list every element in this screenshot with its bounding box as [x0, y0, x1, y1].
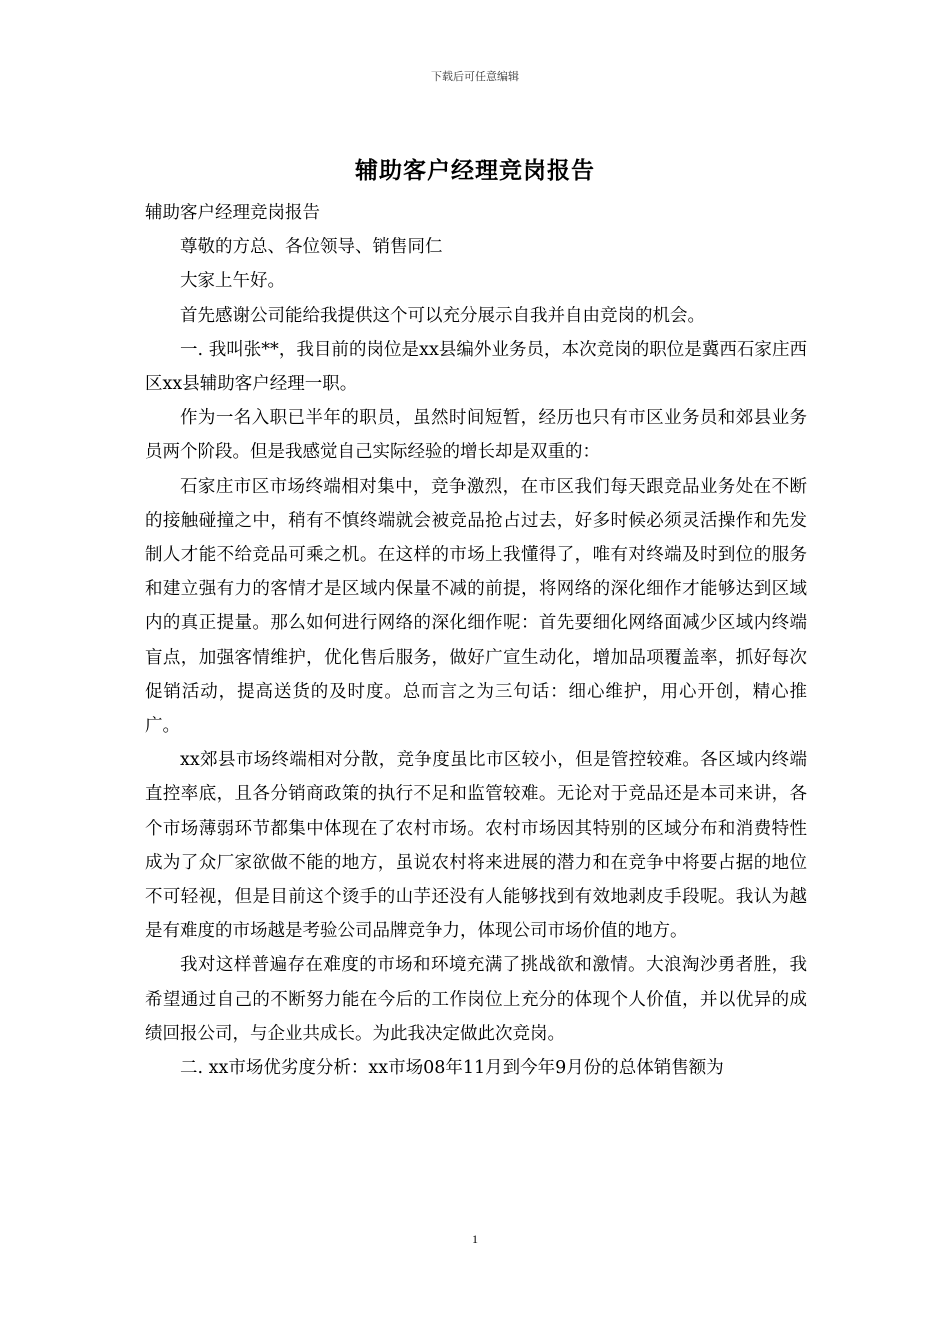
paragraph-salutation: 尊敬的方总、各位领导、销售同仁: [180, 237, 443, 258]
paragraph-experience: 作为一名入职已半年的职员，虽然时间短暂，经历也只有市区业务员和郊县业务员两个阶段。但是我感觉自己实际经验的增长却是双重的：: [145, 408, 807, 463]
document-body: [145, 196, 807, 1085]
paragraph-subtitle: 辅助客户经理竞岗报告: [145, 203, 320, 223]
page-number: 1: [472, 1232, 478, 1246]
paragraph-suburban-market: xx郊县市场终端相对分散，竞争度虽比市区较小，但是管控较难。各区域内终端直控率底，且各分销商政策的执行不足和监管较难。无论对于竞品还是本司来讲，各个市场薄弱环节都集中体现在了农村市场。农村市场因其特别的区域分布和消费特性成为了众厂家欲做不能的地方，虽说农村将来进展的潜力和在竞争中将要占据的地位不可轻视，但是目前这个烫手的山芋还没有人能够找到有效地剥皮手段呢。我认为越是有难度的市场越是考验公司品牌竞争力，体现公司市场价值的地方。: [145, 750, 807, 942]
paragraph-greeting: 大家上午好。: [180, 271, 285, 292]
paragraph-introduction: 一. 我叫张**，我目前的岗位是xx县编外业务员，本次竞岗的职位是冀西石家庄西区xx县辅助客户经理一职。: [145, 339, 807, 395]
document-title: 辅助客户经理竞岗报告: [355, 158, 595, 184]
paragraph-motivation: 我对这样普遍存在难度的市场和环境充满了挑战欲和激情。大浪淘沙勇者胜，我希望通过自己的不断努力能在今后的工作岗位上充分的体现个人价值，并以优异的成绩回报公司，与企业共成长。为此我决定做此次竞岗。: [145, 955, 807, 1044]
download-note: 下载后可任意编辑: [431, 70, 519, 83]
paragraph-market-analysis: 二. xx市场优劣度分析：xx市场08年11月到今年9月份的总体销售额为: [180, 1058, 724, 1079]
paragraph-thanks: 首先感谢公司能给我提供这个可以充分展示自我并自由竞岗的机会。: [180, 305, 705, 326]
paragraph-urban-market: 石家庄市区市场终端相对集中，竞争激烈，在市区我们每天跟竞品业务处在不断的接触碰撞之中，稍有不慎终端就会被竞品抢占过去，好多时候必须灵活操作和先发制人才能不给竞品可乘之机。在这样的市场上我懂得了，唯有对终端及时到位的服务和建立强有力的客情才是区域内保量不减的前提，将网络的深化细作才能够达到区域内的真正提量。那么如何进行网络的深化细作呢：首先要细化网络面减少区域内终端盲点，加强客情维护，优化售后服务，做好广宣生动化，增加品项覆盖率，抓好每次促销活动，提高送货的及时度。总而言之为三句话：细心维护，用心开创，精心推广。: [145, 476, 807, 737]
